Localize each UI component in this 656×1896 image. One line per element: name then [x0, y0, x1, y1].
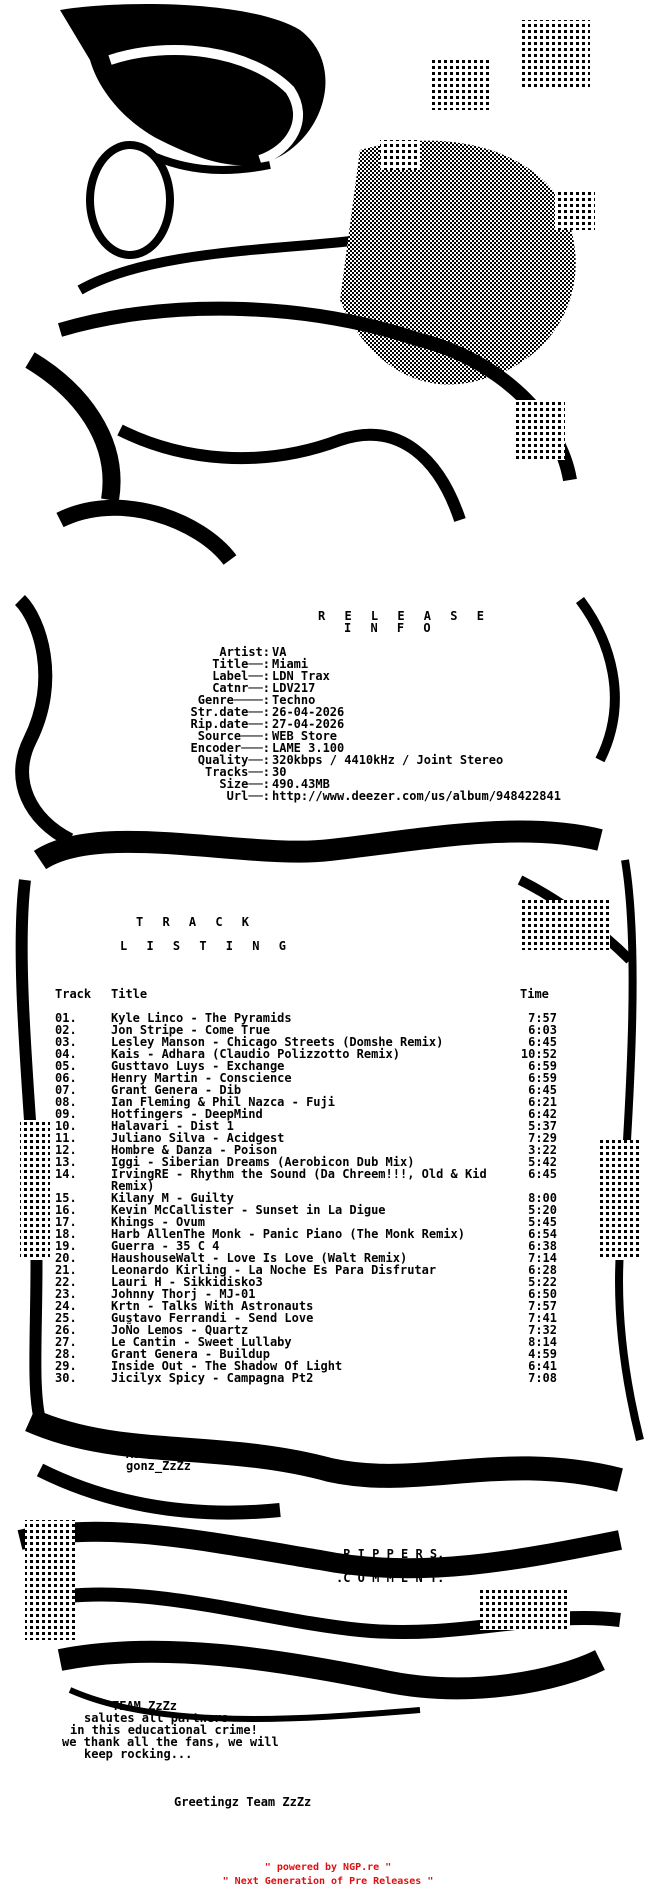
info-value: http://www.deezer.com/us/album/948422841: [272, 789, 561, 803]
track-number: 05.: [55, 1059, 77, 1073]
track-time: 7:32: [528, 1323, 557, 1337]
info-key: Source───:: [197, 729, 270, 743]
track-number: 28.: [55, 1347, 77, 1361]
info-value: 27-04-2026: [272, 717, 345, 731]
info-key: Encoder───:: [190, 741, 270, 755]
track-time: 5:22: [528, 1275, 557, 1289]
track-number: 11.: [55, 1131, 77, 1145]
track-title: Inside Out - The Shadow Of Light: [111, 1359, 343, 1373]
track-title: Henry Martin - Conscience: [111, 1071, 292, 1085]
track-title: Gusttavo Luys - Exchange: [111, 1059, 285, 1073]
track-title: JoÑo Lemos - Quartz: [111, 1323, 249, 1337]
info-value: 320kbps / 4410kHz / Joint Stereo: [272, 753, 504, 767]
track-number: 15.: [55, 1191, 77, 1205]
info-value: LDN Trax: [272, 669, 330, 683]
info-value: LDV217: [272, 681, 316, 695]
track-title: Hombre & Danza - Poison: [111, 1143, 278, 1157]
track-title: Jicilyx Spicy - Campagna Pt2: [111, 1371, 314, 1385]
track-time: 6:59: [528, 1071, 557, 1085]
info-value: WEB Store: [272, 729, 338, 743]
info-key: Size──:: [219, 777, 270, 791]
track-title: Lauri H - Sikkidisko3: [111, 1275, 263, 1289]
track-title: Iggi - Siberian Dreams (Aerobicon Dub Mix): [111, 1155, 415, 1169]
track-number: 01.: [55, 1011, 77, 1025]
info-key: Artist:: [219, 645, 270, 659]
track-number: 19.: [55, 1239, 77, 1253]
track-title: Le Cantin - Sweet Lullaby: [111, 1335, 292, 1349]
track-time: 7:57: [528, 1011, 557, 1025]
release-info-header-line2: I N F O: [344, 621, 437, 635]
release-info-header-line1: R E L E A S E: [318, 609, 490, 623]
track-title: Grant Genera - Buildup: [111, 1347, 270, 1361]
track-time: 8:00: [528, 1191, 557, 1205]
track-time: 6:50: [528, 1287, 557, 1301]
rippers-comment-header-line2: .C O M M E N T.: [336, 1571, 445, 1585]
track-time: 5:37: [528, 1119, 557, 1133]
track-time: 6:59: [528, 1059, 557, 1073]
column-header-track: Track: [55, 987, 92, 1001]
track-time: 8:14: [528, 1335, 557, 1349]
track-time: 4:59: [528, 1347, 557, 1361]
track-number: 29.: [55, 1359, 77, 1373]
track-number: 03.: [55, 1035, 77, 1049]
info-key: Title──:: [212, 657, 270, 671]
track-time: 5:20: [528, 1203, 557, 1217]
track-time: 7:41: [528, 1311, 557, 1325]
info-value: Techno: [272, 693, 316, 707]
track-time: 7:29: [528, 1131, 557, 1145]
track-listing-header-line1: T R A C K: [136, 915, 256, 929]
comment-line: salutes all partners: [84, 1711, 229, 1725]
info-value: Miami: [272, 657, 309, 671]
info-key: Tracks──:: [204, 765, 270, 779]
footer-powered-by: " powered by NGP.re ": [264, 1862, 392, 1873]
track-title: Leonardo Kirling - La Noche Es Para Disfrutar: [111, 1263, 437, 1277]
track-time: 6:38: [528, 1239, 557, 1253]
track-time: 6:45: [528, 1035, 557, 1049]
track-time: 6:03: [528, 1023, 557, 1037]
track-title: IrvingRE - Rhythm the Sound (Da Chreem!!!, Old & Kid Remix): [111, 1167, 487, 1193]
track-number: 12.: [55, 1143, 77, 1157]
column-header-time: Time: [520, 987, 549, 1001]
track-time: 6:45: [528, 1083, 557, 1097]
track-title: Halavari - Dist 1: [111, 1119, 234, 1133]
track-time: 6:42: [528, 1107, 557, 1121]
track-number: 21.: [55, 1263, 77, 1277]
comment-line: in this educational crime!: [70, 1723, 258, 1737]
track-number: 17.: [55, 1215, 77, 1229]
track-title: Krtn - Talks With Astronauts: [111, 1299, 314, 1313]
track-title: Grant Genera - Dib: [111, 1083, 242, 1097]
track-title: Guerra - 35 C 4: [111, 1239, 220, 1253]
track-time: 5:45: [528, 1215, 557, 1229]
rippers-comment-header-line1: .R I P P E R S.: [336, 1547, 445, 1561]
track-number: 30.: [55, 1371, 77, 1385]
column-header-title: Title: [111, 987, 148, 1001]
track-title: Juliano Silva - Acidgest: [111, 1131, 285, 1145]
track-number: 23.: [55, 1287, 77, 1301]
track-number: 14.: [55, 1167, 77, 1181]
track-time: 10:52: [520, 1047, 557, 1061]
track-number: 20.: [55, 1251, 77, 1265]
track-number: 06.: [55, 1071, 77, 1085]
track-time: 7:14: [528, 1251, 557, 1265]
ascii-credit-line2: gonz_ZzZz: [126, 1459, 192, 1473]
track-title: HaushouseWalt - Love Is Love (Walt Remix): [111, 1251, 408, 1265]
track-time: 6:45: [528, 1167, 557, 1181]
info-key: Url──:: [226, 789, 270, 803]
track-time: 7:57: [528, 1299, 557, 1313]
track-time: 6:54: [528, 1227, 557, 1241]
track-number: 09.: [55, 1107, 77, 1121]
info-value: 30: [272, 765, 287, 779]
track-number: 22.: [55, 1275, 77, 1289]
track-number: 18.: [55, 1227, 77, 1241]
track-listing-header-line2: L I S T I N G: [120, 939, 292, 953]
track-time: 6:41: [528, 1359, 557, 1373]
track-number: 24.: [55, 1299, 77, 1313]
track-time: 3:22: [528, 1143, 557, 1157]
track-title: Kilany M - Guilty: [111, 1191, 234, 1205]
ascii-credit-line1: ASCii by: [126, 1447, 184, 1461]
info-key: Quality──:: [197, 753, 270, 767]
track-number: 16.: [55, 1203, 77, 1217]
track-title: Lesley Manson - Chicago Streets (Domshe Remix): [111, 1035, 444, 1049]
track-time: 5:42: [528, 1155, 557, 1169]
track-title: Hotfingers - DeepMind: [111, 1107, 263, 1121]
track-time: 7:08: [528, 1371, 557, 1385]
track-title: Jon Stripe - Come True: [111, 1023, 270, 1037]
track-number: 08.: [55, 1095, 77, 1109]
track-time: 6:21: [528, 1095, 557, 1109]
track-title: Ian Fleming & Phil Nazca - Fuji: [111, 1095, 335, 1109]
info-value: VA: [272, 645, 287, 659]
info-value: 26-04-2026: [272, 705, 345, 719]
info-key: Genre────:: [197, 693, 270, 707]
track-title: Khings - Ovum: [111, 1215, 205, 1229]
info-key: Rip.date──:: [190, 717, 270, 731]
track-number: 25.: [55, 1311, 77, 1325]
info-value: 490.43MB: [272, 777, 330, 791]
track-number: 04.: [55, 1047, 77, 1061]
track-number: 10.: [55, 1119, 77, 1133]
info-key: Label──:: [212, 669, 270, 683]
greetings-text: Greetingz Team ZzZz: [174, 1795, 312, 1809]
track-number: 13.: [55, 1155, 77, 1169]
info-key: Str.date──:: [190, 705, 270, 719]
footer-tagline: " Next Generation of Pre Releases ": [222, 1876, 434, 1887]
track-title: Kyle Linco - The Pyramids: [111, 1011, 292, 1025]
track-title: Kevin McCallister - Sunset in La Digue: [111, 1203, 386, 1217]
track-title: Gustavo Ferrandi - Send Love: [111, 1311, 314, 1325]
track-number: 26.: [55, 1323, 77, 1337]
ribbon-artwork: [20, 1520, 620, 1719]
comment-line: TEAM ZzZz: [112, 1699, 178, 1713]
track-number: 02.: [55, 1023, 77, 1037]
info-key: Catnr──:: [212, 681, 270, 695]
track-number: 07.: [55, 1083, 77, 1097]
track-title: Kais - Adhara (Claudio Polizzotto Remix): [111, 1047, 400, 1061]
track-number: 27.: [55, 1335, 77, 1349]
info-value: LAME 3.100: [272, 741, 345, 755]
track-time: 6:28: [528, 1263, 557, 1277]
track-title: Harb AllenThe Monk - Panic Piano (The Monk Remix): [111, 1227, 466, 1241]
comment-line: we thank all the fans, we will: [62, 1735, 279, 1749]
comment-line: keep rocking...: [84, 1747, 193, 1761]
track-title: Johnny Thorj - MJ-01: [111, 1287, 256, 1301]
